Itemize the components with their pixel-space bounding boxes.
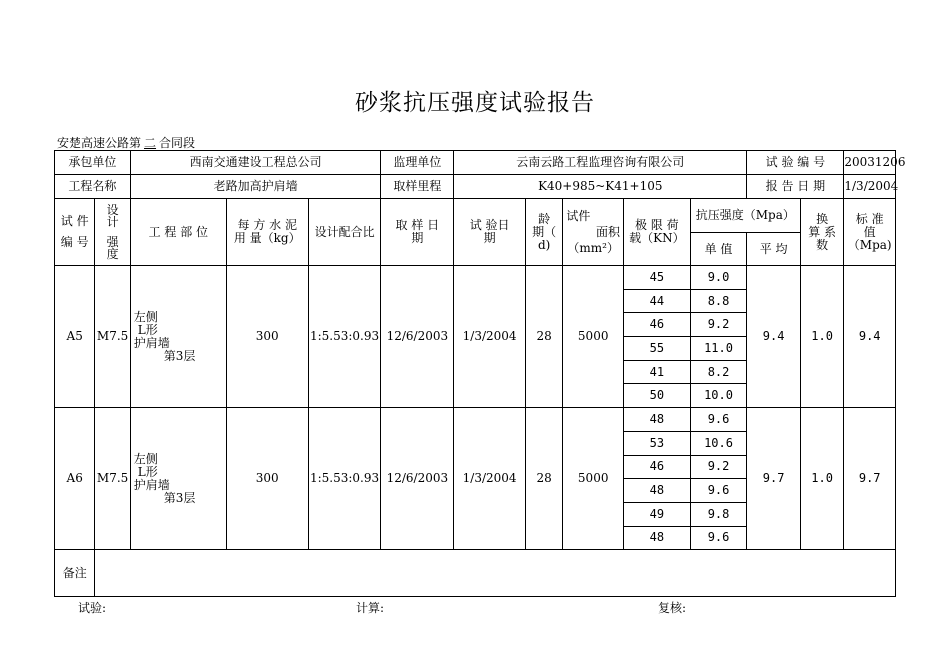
station-value: K40+985~K41+105 [454,175,747,199]
mix-header: 设计配合比 [308,199,381,266]
specimen-area: 5000 [563,266,624,408]
strength-single: 9.8 [690,502,747,526]
contractor-label: 承包单位 [55,151,131,175]
strength-single: 9.0 [690,266,747,290]
report-table [54,150,906,597]
ultimate-load: 48 [624,479,691,503]
ultimate-load: 41 [624,360,691,384]
test-date-header: 试 验日 期 [454,199,526,266]
average-header: 平 均 [747,233,801,266]
ultimate-load: 50 [624,384,691,408]
ultimate-load: 48 [624,408,691,432]
part-line: 第3层 [163,490,196,505]
strength-single: 9.6 [690,408,747,432]
part-line: L形 [137,464,158,479]
design-strength-header: 设 计 强 度 [95,199,130,266]
part-line: 左侧 [133,451,158,466]
project-value: 老路加高护肩墙 [130,175,381,199]
table-row [55,266,896,290]
strength-header: 抗压强度（Mpa） [690,199,800,233]
reviewer-label: 复核: [658,601,687,615]
strength-single: 9.2 [690,313,747,337]
info-row-2 [55,175,896,199]
part-line: 第3层 [163,348,196,363]
calculator-label: 计算: [356,601,385,615]
mix-ratio: 1:5.53:0.93 [308,266,381,408]
single-header: 单 值 [690,233,747,266]
strength-single: 8.8 [690,289,747,313]
conversion-factor: 1.0 [800,266,843,408]
report-date-label: 报 告 日 期 [747,175,844,199]
ultimate-load: 46 [624,455,691,479]
contract-section [57,134,195,151]
strength-single: 9.6 [690,526,747,550]
tester-label: 试验: [78,601,107,615]
part-line: 护肩墙 [133,335,170,350]
info-row-1 [55,151,896,175]
project-label: 工程名称 [55,175,131,199]
supervisor-value: 云南云路工程监理咨询有限公司 [454,151,747,175]
strength-average: 9.4 [747,266,801,408]
supervisor-label: 监理单位 [381,151,454,175]
conversion-factor: 1.0 [800,408,843,550]
factor-header: 换 算 系 数 [800,199,843,266]
age-days: 28 [525,266,562,408]
test-no-value: 20031206 [844,151,896,175]
cement-dosage: 300 [226,266,308,408]
specimen-no-header: 试 件 编 号 [55,199,95,266]
remarks-row [55,550,896,597]
standard-header: 标 准 值 （Mpa) [844,199,896,266]
header-row-1 [55,199,896,233]
age-header: 龄 期（ d) [525,199,562,266]
engineering-part [130,408,226,550]
test-date: 1/3/2004 [454,408,526,550]
station-label: 取样里程 [381,175,454,199]
test-no-label: 试 验 编 号 [747,151,844,175]
standard-value: 9.7 [844,408,896,550]
cement-header: 每 方 水 泥 用 量（kg） [226,199,308,266]
table-row [55,408,896,432]
ultimate-load: 46 [624,313,691,337]
design-grade: M7.5 [95,266,130,408]
specimen-area: 5000 [563,408,624,550]
section-number: 二 [144,136,157,150]
ultimate-load: 45 [624,266,691,290]
ultimate-load: 55 [624,337,691,361]
data-rows [55,266,896,550]
report-date-value: 1/3/2004 [844,175,896,199]
ultimate-load: 44 [624,289,691,313]
specimen-id: A6 [55,408,95,550]
age-days: 28 [525,408,562,550]
sample-date: 12/6/2003 [381,266,454,408]
remarks-value [95,550,896,597]
test-date: 1/3/2004 [454,266,526,408]
strength-single: 8.2 [690,360,747,384]
strength-single: 11.0 [690,337,747,361]
strength-single: 10.0 [690,384,747,408]
load-header: 极 限 荷 载（KN） [624,199,691,266]
strength-single: 9.2 [690,455,747,479]
ultimate-load: 49 [624,502,691,526]
contractor-value: 西南交通建设工程总公司 [130,151,381,175]
sample-date: 12/6/2003 [381,408,454,550]
cement-dosage: 300 [226,408,308,550]
strength-single: 10.6 [690,431,747,455]
part-line: 护肩墙 [133,477,170,492]
standard-value: 9.4 [844,266,896,408]
report-title: 砂浆抗压强度试验报告 [355,90,595,116]
remarks-label: 备注 [55,550,95,597]
part-line: 左侧 [133,309,158,324]
mix-ratio: 1:5.53:0.93 [308,408,381,550]
area-header: 试件 面积 （mm²） [563,199,624,266]
engineering-part [130,266,226,408]
ultimate-load: 48 [624,526,691,550]
strength-average: 9.7 [747,408,801,550]
design-grade: M7.5 [95,408,130,550]
ultimate-load: 53 [624,431,691,455]
part-header: 工 程 部 位 [130,199,226,266]
strength-single: 9.6 [690,479,747,503]
part-line: L形 [137,322,158,337]
sample-date-header: 取 样 日 期 [381,199,454,266]
specimen-id: A5 [55,266,95,408]
section-suffix: 合同段 [159,136,196,150]
section-prefix: 安楚高速公路第 [57,136,142,150]
